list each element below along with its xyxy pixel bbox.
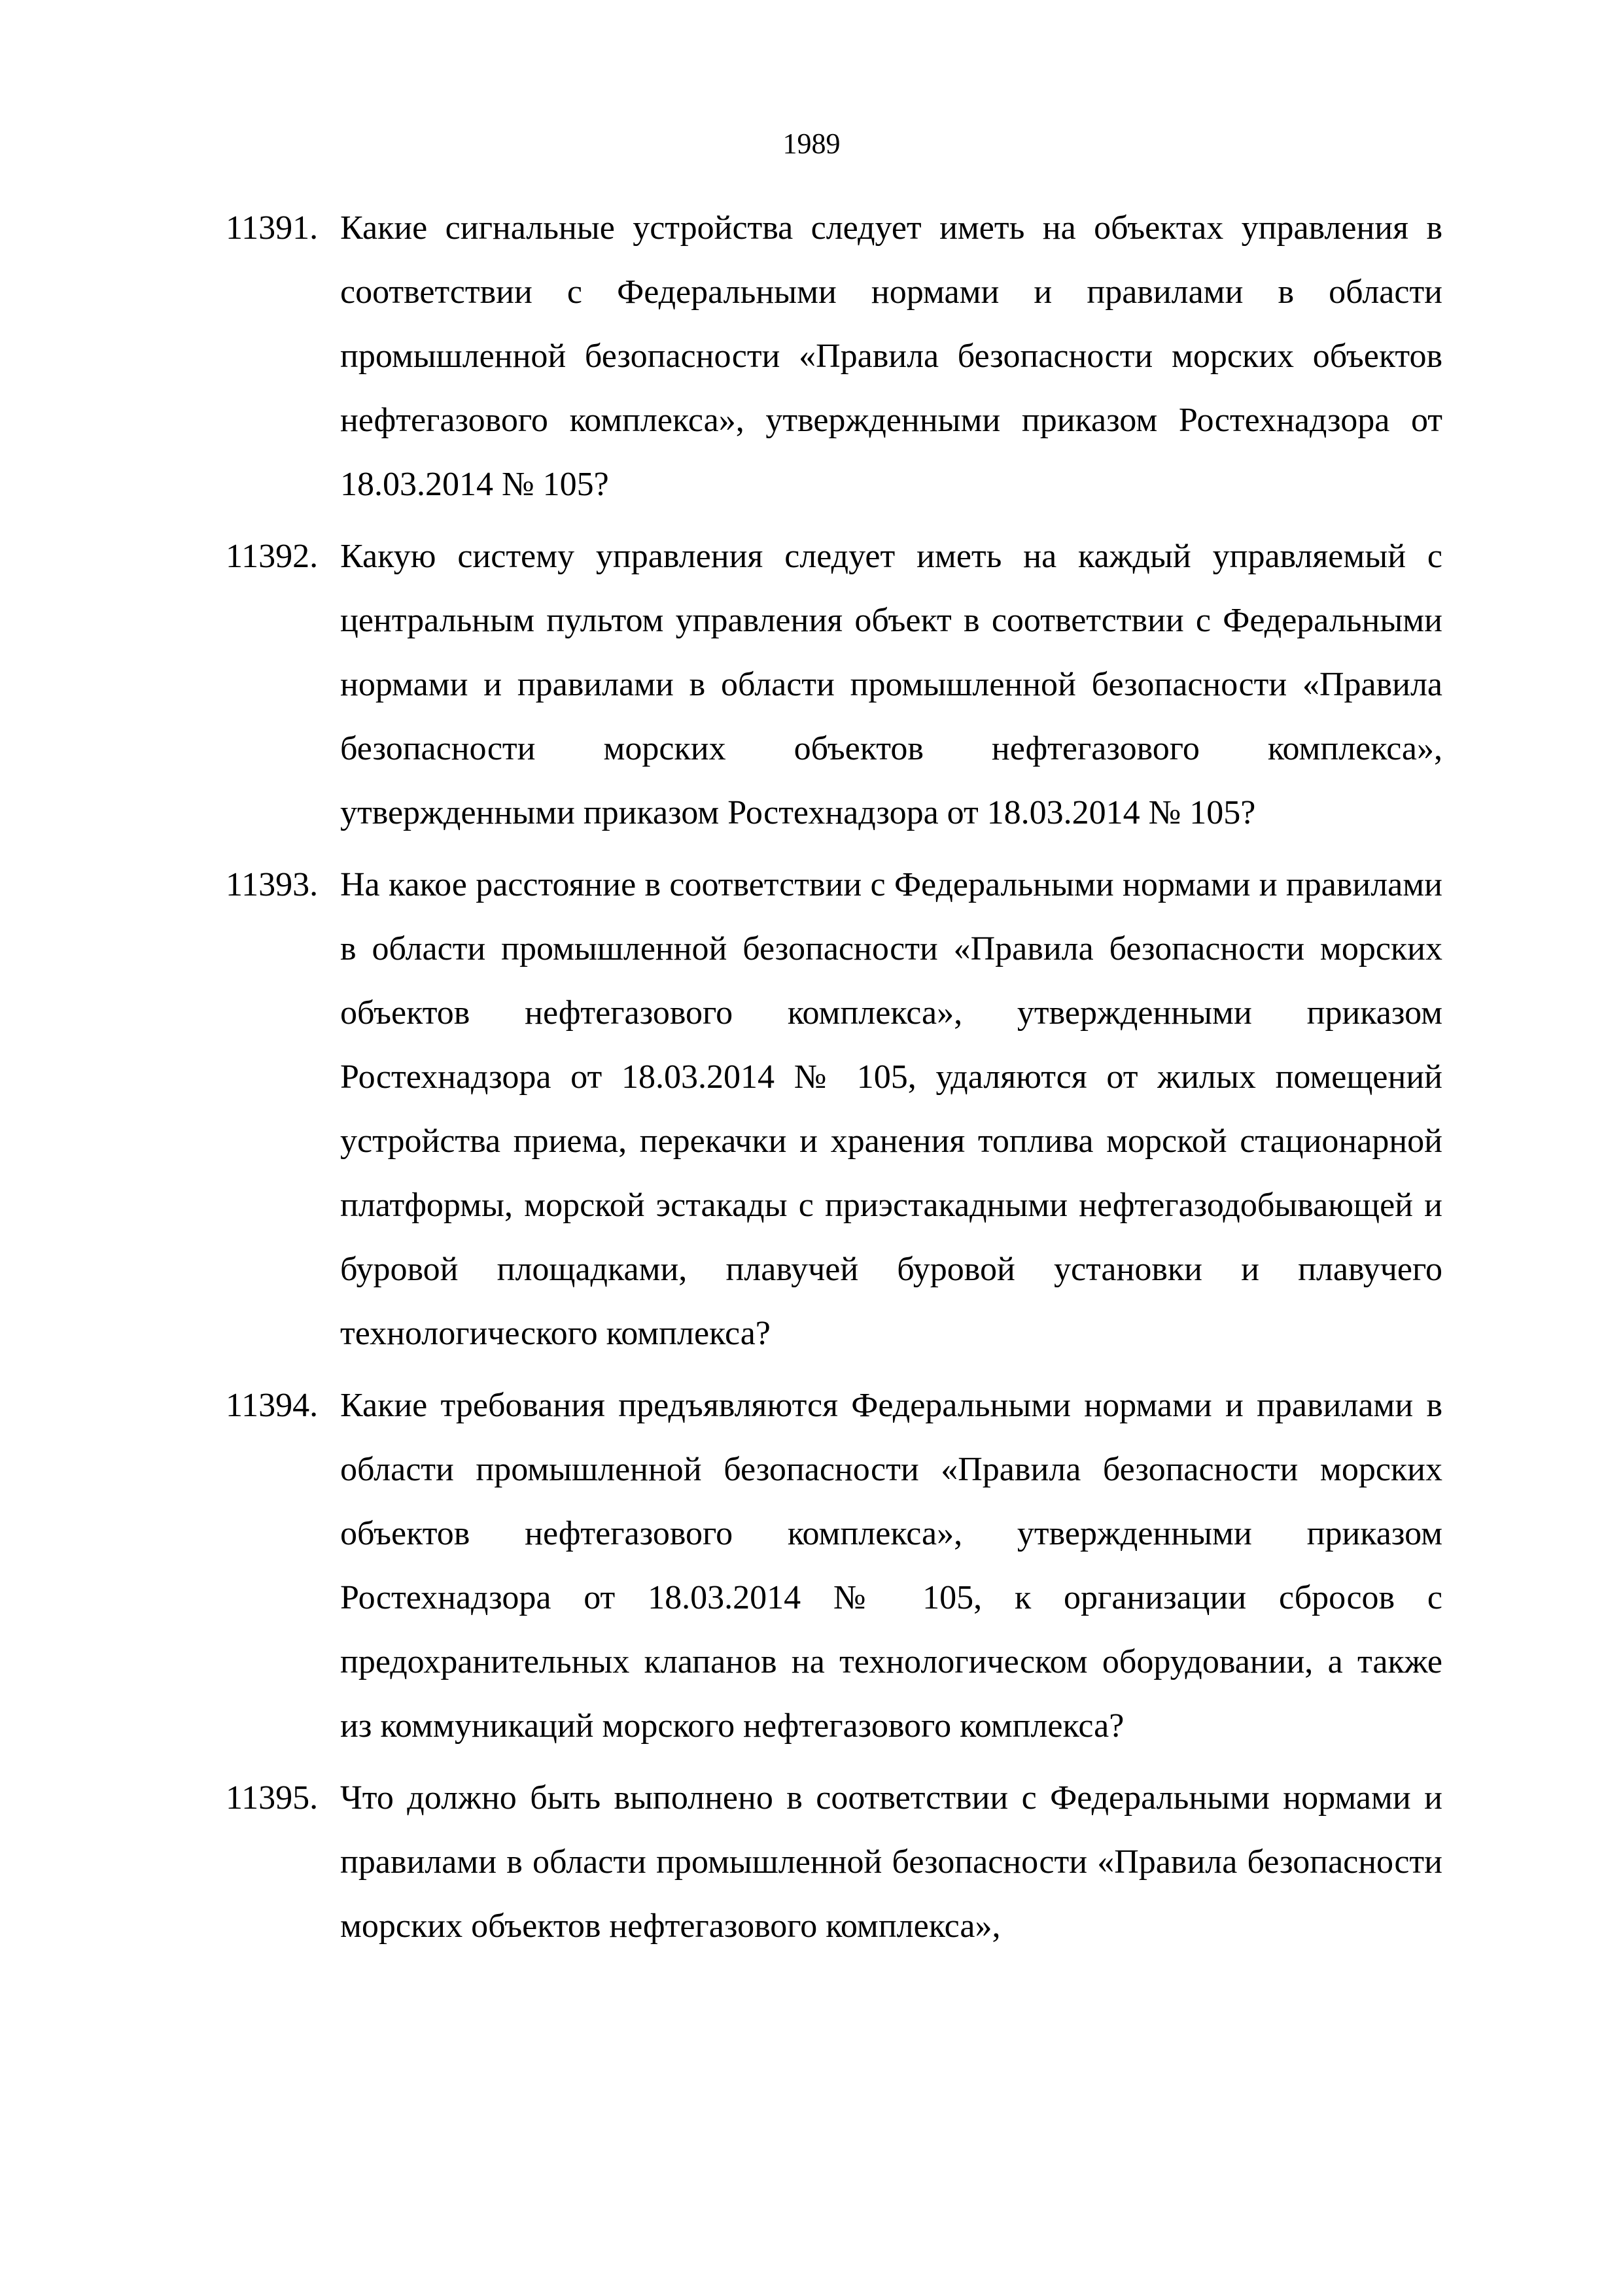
question-item-11395 [226, 1766, 1442, 1958]
question-text: На какое расстояние в соответствии с Федеральными нормами и правилами в области промышленной безопасности «Правила безопасности морских объектов нефтегазового комплекса», утвержденными приказом Ростехнадзора от 18.03.2014 № 105, удаляются от жилых помещений устройства приема, перекачки и хранения топлива морской стационарной платформы, морской эстакады с приэстакадными нефтегазодобывающей и буровой площадками, плавучей буровой установки и плавучего технологического комплекса? [340, 866, 1442, 1352]
question-text: Какие требования предъявляются Федеральными нормами и правилами в области промышленной безопасности «Правила безопасности морских объектов нефтегазового комплекса», утвержденными приказом Ростехнадзора от 18.03.2014 № 105, к организации сбросов с предохранительных клапанов на технологическом оборудовании, а также из коммуникаций морского нефтегазового комплекса? [340, 1387, 1442, 1745]
question-number: 11393. [226, 866, 319, 903]
question-list [226, 196, 1442, 1966]
question-number: 11395. [226, 1779, 319, 1817]
page-number: 1989 [782, 128, 841, 160]
question-number: 11394. [226, 1387, 319, 1424]
question-item-11393 [226, 853, 1442, 1366]
question-number: 11391. [226, 209, 319, 247]
question-text: Какие сигнальные устройства следует иметь на объектах управления в соответствии с Федеральными нормами и правилами в области промышленной безопасности «Правила безопасности морских объектов нефтегазового комплекса», утвержденными приказом Ростехнадзора от 18.03.2014 № 105? [340, 209, 1442, 503]
question-text: Что должно быть выполнено в соответствии с Федеральными нормами и правилами в области промышленной безопасности «Правила безопасности морских объектов нефтегазового комплекса», [340, 1779, 1442, 1945]
question-item-11391 [226, 196, 1442, 517]
question-item-11392 [226, 525, 1442, 845]
question-number: 11392. [226, 538, 319, 575]
question-item-11394 [226, 1374, 1442, 1758]
question-text: Какую систему управления следует иметь на каждый управляемый с центральным пультом управления объект в соответствии с Федеральными нормами и правилами в области промышленной безопасности «Правила безопасности морских объектов нефтегазового комплекса», утвержденными приказом Ростехнадзора от 18.03.2014 № 105? [340, 538, 1442, 831]
